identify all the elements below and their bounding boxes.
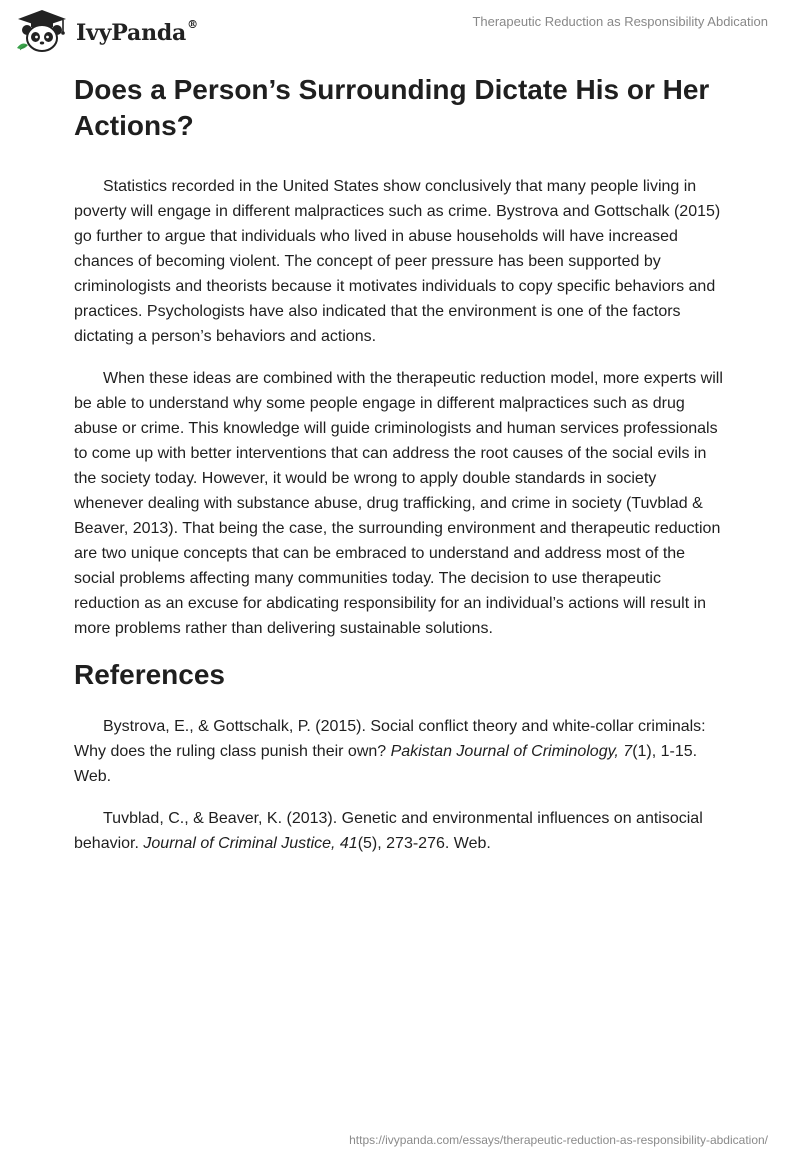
section-heading: Does a Person’s Surrounding Dictate His or Her Actions? (74, 74, 710, 141)
references-heading: References (74, 659, 225, 690)
ivypanda-logo[interactable] (14, 8, 198, 54)
reference-journal: Journal of Criminal Justice, 41 (143, 835, 358, 852)
source-url[interactable]: https://ivypanda.com/essays/therapeutic-reduction-as-responsibility-abdication/ (349, 1133, 768, 1147)
reference-item: Bystrova, E., & Gottschalk, P. (2015). Social conflict theory and white-collar criminals: Why does the ruling class punish their own? Pakistan Journal of Criminology, 7(1), 1-15. Web. (74, 718, 706, 785)
reference-item: Tuvblad, C., & Beaver, K. (2013). Genetic and environmental influences on antisocial behavior. Journal of Criminal Justice, 41(5), 273-276. Web. (74, 810, 703, 852)
reference-journal: Pakistan Journal of Criminology, 7 (390, 743, 633, 760)
paragraph-2: When these ideas are combined with the therapeutic reduction model, more experts will be able to understand why some people engage in different malpractices such as drug abuse or crime. This knowledge will guide criminologists and human services professionals to come up with better interventions that can address the root causes of the social evils in the society today. However, it would be wrong to apply double standards in society whenever dealing with substance abuse, drug trafficking, and crime in society (Tuvblad & Beaver, 2013). That being the case, the surrounding environment and therapeutic reduction are two unique concepts that can be embraced to understand and address most of the social problems affecting many communities today. The decision to use therapeutic reduction as an excuse for abdicating responsibility for an individual’s actions will result in more problems rather than delivering sustainable solutions. (74, 370, 723, 637)
page-header (0, 0, 800, 60)
paragraph-1: Statistics recorded in the United States show conclusively that many people living in poverty will engage in different malpractices such as crime. Bystrova and Gottschalk (2015) go further to argue that individuals who lived in abuse households will have increased chances of becoming violent. The concept of peer pressure has been supported by criminologists and theorists because it motivates individuals to copy specific behaviors and practices. Psychologists have also indicated that the environment is one of the factors dictating a person’s behaviors and actions. (74, 178, 721, 345)
panda-graduate-icon (14, 8, 70, 54)
header-document-title: Therapeutic Reduction as Responsibility Abdication (472, 14, 768, 29)
article-body (74, 70, 728, 873)
logo-wordmark: IvyPanda® (76, 18, 198, 46)
